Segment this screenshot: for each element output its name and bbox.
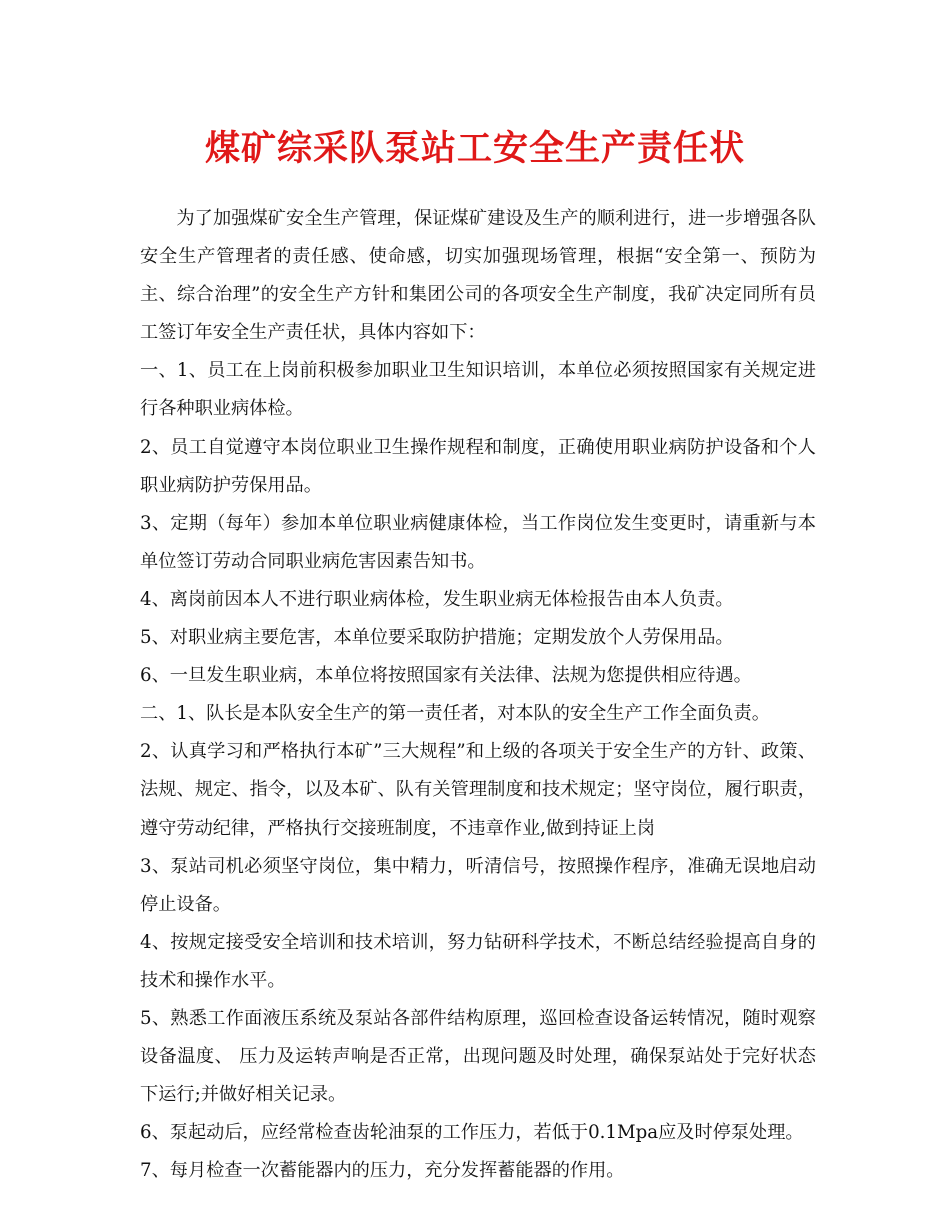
- clause-paragraph: 二、1、队长是本队安全生产的第一责任者，对本队的安全生产工作全面负责。: [140, 703, 770, 725]
- document-body: [140, 200, 816, 1190]
- clause-paragraph: 2、认真学习和严格执行本矿”三大规程”和上级的各项关于安全生产的方针、政策、法规、规定、指令，以及本矿、队有关管理制度和技术规定；坚守岗位，履行职责，遵守劳动纪律，严格执行交接班制度，不违章作业,做到持证上岗: [140, 741, 816, 839]
- clause-paragraph: 5、对职业病主要危害，本单位要采取防护措施；定期发放个人劳保用品。: [140, 627, 734, 649]
- clause-paragraph: 2、员工自觉遵守本岗位职业卫生操作规程和制度，正确使用职业病防护设备和个人职业病防护劳保用品。: [140, 436, 816, 496]
- clause-paragraph: 4、按规定接受安全培训和技术培训，努力钻研科学技术，不断总结经验提高自身的技术和操作水平。: [140, 931, 816, 991]
- clause-paragraph: 4、离岗前因本人不进行职业病体检，发生职业病无体检报告由本人负责。: [140, 588, 734, 610]
- clause-paragraph: 6、泵起动后，应经常检查齿轮油泵的工作压力，若低于0.1Mpa应及时停泵处理。: [140, 1122, 804, 1144]
- clause-paragraph: 3、泵站司机必须坚守岗位，集中精力，听清信号，按照操作程序，准确无误地启动停止设备。: [140, 855, 816, 915]
- clause-paragraph: 7、每月检查一次蓄能器内的压力，充分发挥蓄能器的作用。: [140, 1160, 625, 1182]
- clause-paragraph: 一、1、员工在上岗前积极参加职业卫生知识培训，本单位必须按照国家有关规定进行各种职业病体检。: [140, 360, 816, 420]
- clause-paragraph: 3、定期（每年）参加本单位职业病健康体检，当工作岗位发生变更时，请重新与本单位签订劳动合同职业病危害因素告知书。: [140, 512, 816, 572]
- document-title: 煤矿综采队泵站工安全生产责任状: [204, 128, 745, 169]
- clause-paragraph: 6、一旦发生职业病，本单位将按照国家有关法律、法规为您提供相应待遇。: [140, 665, 752, 687]
- intro-paragraph: 为了加强煤矿安全生产管理，保证煤矿建设及生产的顺利进行，进一步增强各队安全生产管理者的责任感、使命感，切实加强现场管理，根据“安全第一、预防为主、综合治理”的安全生产方针和集团公司的各项安全生产制度，我矿决定同所有员工签订年安全生产责任状，具体内容如下：: [140, 208, 816, 344]
- clause-paragraph: 5、熟悉工作面液压系统及泵站各部件结构原理，巡回检查设备运转情况，随时观察设备温度、 压力及运转声响是否正常，出现问题及时处理，确保泵站处于完好状态下运行;并做好相关记录。: [140, 1007, 816, 1106]
